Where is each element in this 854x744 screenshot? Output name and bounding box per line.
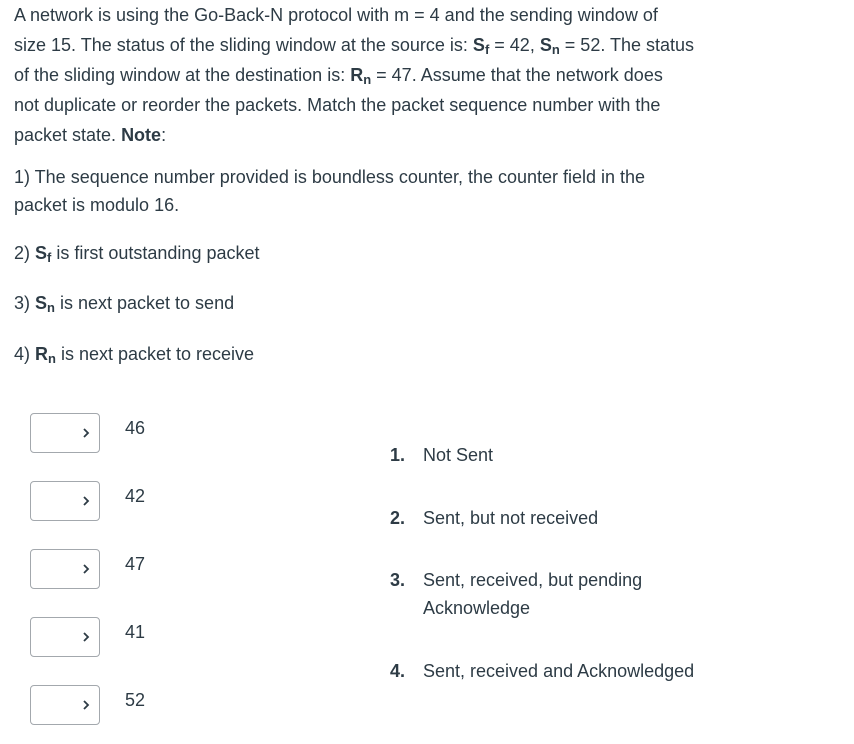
match-select-3[interactable] xyxy=(30,549,100,589)
note-1: 1) The sequence number provided is boundless counter, the counter field in the packet is modulo 16. xyxy=(14,167,646,215)
note-4: 4) $R_n$ is next packet to receive xyxy=(14,344,255,366)
note-3: 3) $S_n$ is next packet to send xyxy=(14,293,235,315)
match-select-2[interactable] xyxy=(30,481,100,521)
chevron-down-icon xyxy=(81,495,91,507)
note-label: Note xyxy=(121,125,162,145)
chevron-down-icon xyxy=(81,563,91,575)
packet-number: 42 xyxy=(125,486,146,506)
rn-symbol: $R_n$ xyxy=(35,344,56,366)
sf-symbol: $S_f$ xyxy=(472,35,490,57)
chevron-down-icon xyxy=(81,427,91,439)
match-select-4[interactable] xyxy=(30,617,100,657)
sn-symbol: $S_n$ xyxy=(539,35,560,57)
match-select-5[interactable] xyxy=(30,685,100,725)
question-intro: A network is using the Go-Back-N protocol with m = 4 and the sending window of size 15. The status of the sliding window at the source is: $S_f = 42$, $S_n = 52$. The status of the sliding window at the destination is: $R_n = 47$. Assume that the network does not duplicate or reorder the packets. Match the packet sequence number with the packet state. Note: xyxy=(14,5,695,145)
rn-symbol: $R_n$ xyxy=(350,65,372,87)
chevron-down-icon xyxy=(81,631,91,643)
packet-number: 47 xyxy=(125,554,146,574)
sf-symbol: $S_f$ xyxy=(35,243,52,265)
sn-symbol: $S_n$ xyxy=(35,293,55,315)
match-select-1[interactable] xyxy=(30,413,100,453)
packet-number: 52 xyxy=(125,690,146,710)
packet-number: 41 xyxy=(125,622,146,642)
note-2: 2) $S_f$ is first outstanding packet xyxy=(14,243,260,265)
chevron-down-icon xyxy=(81,699,91,711)
packet-number: 46 xyxy=(125,418,146,438)
